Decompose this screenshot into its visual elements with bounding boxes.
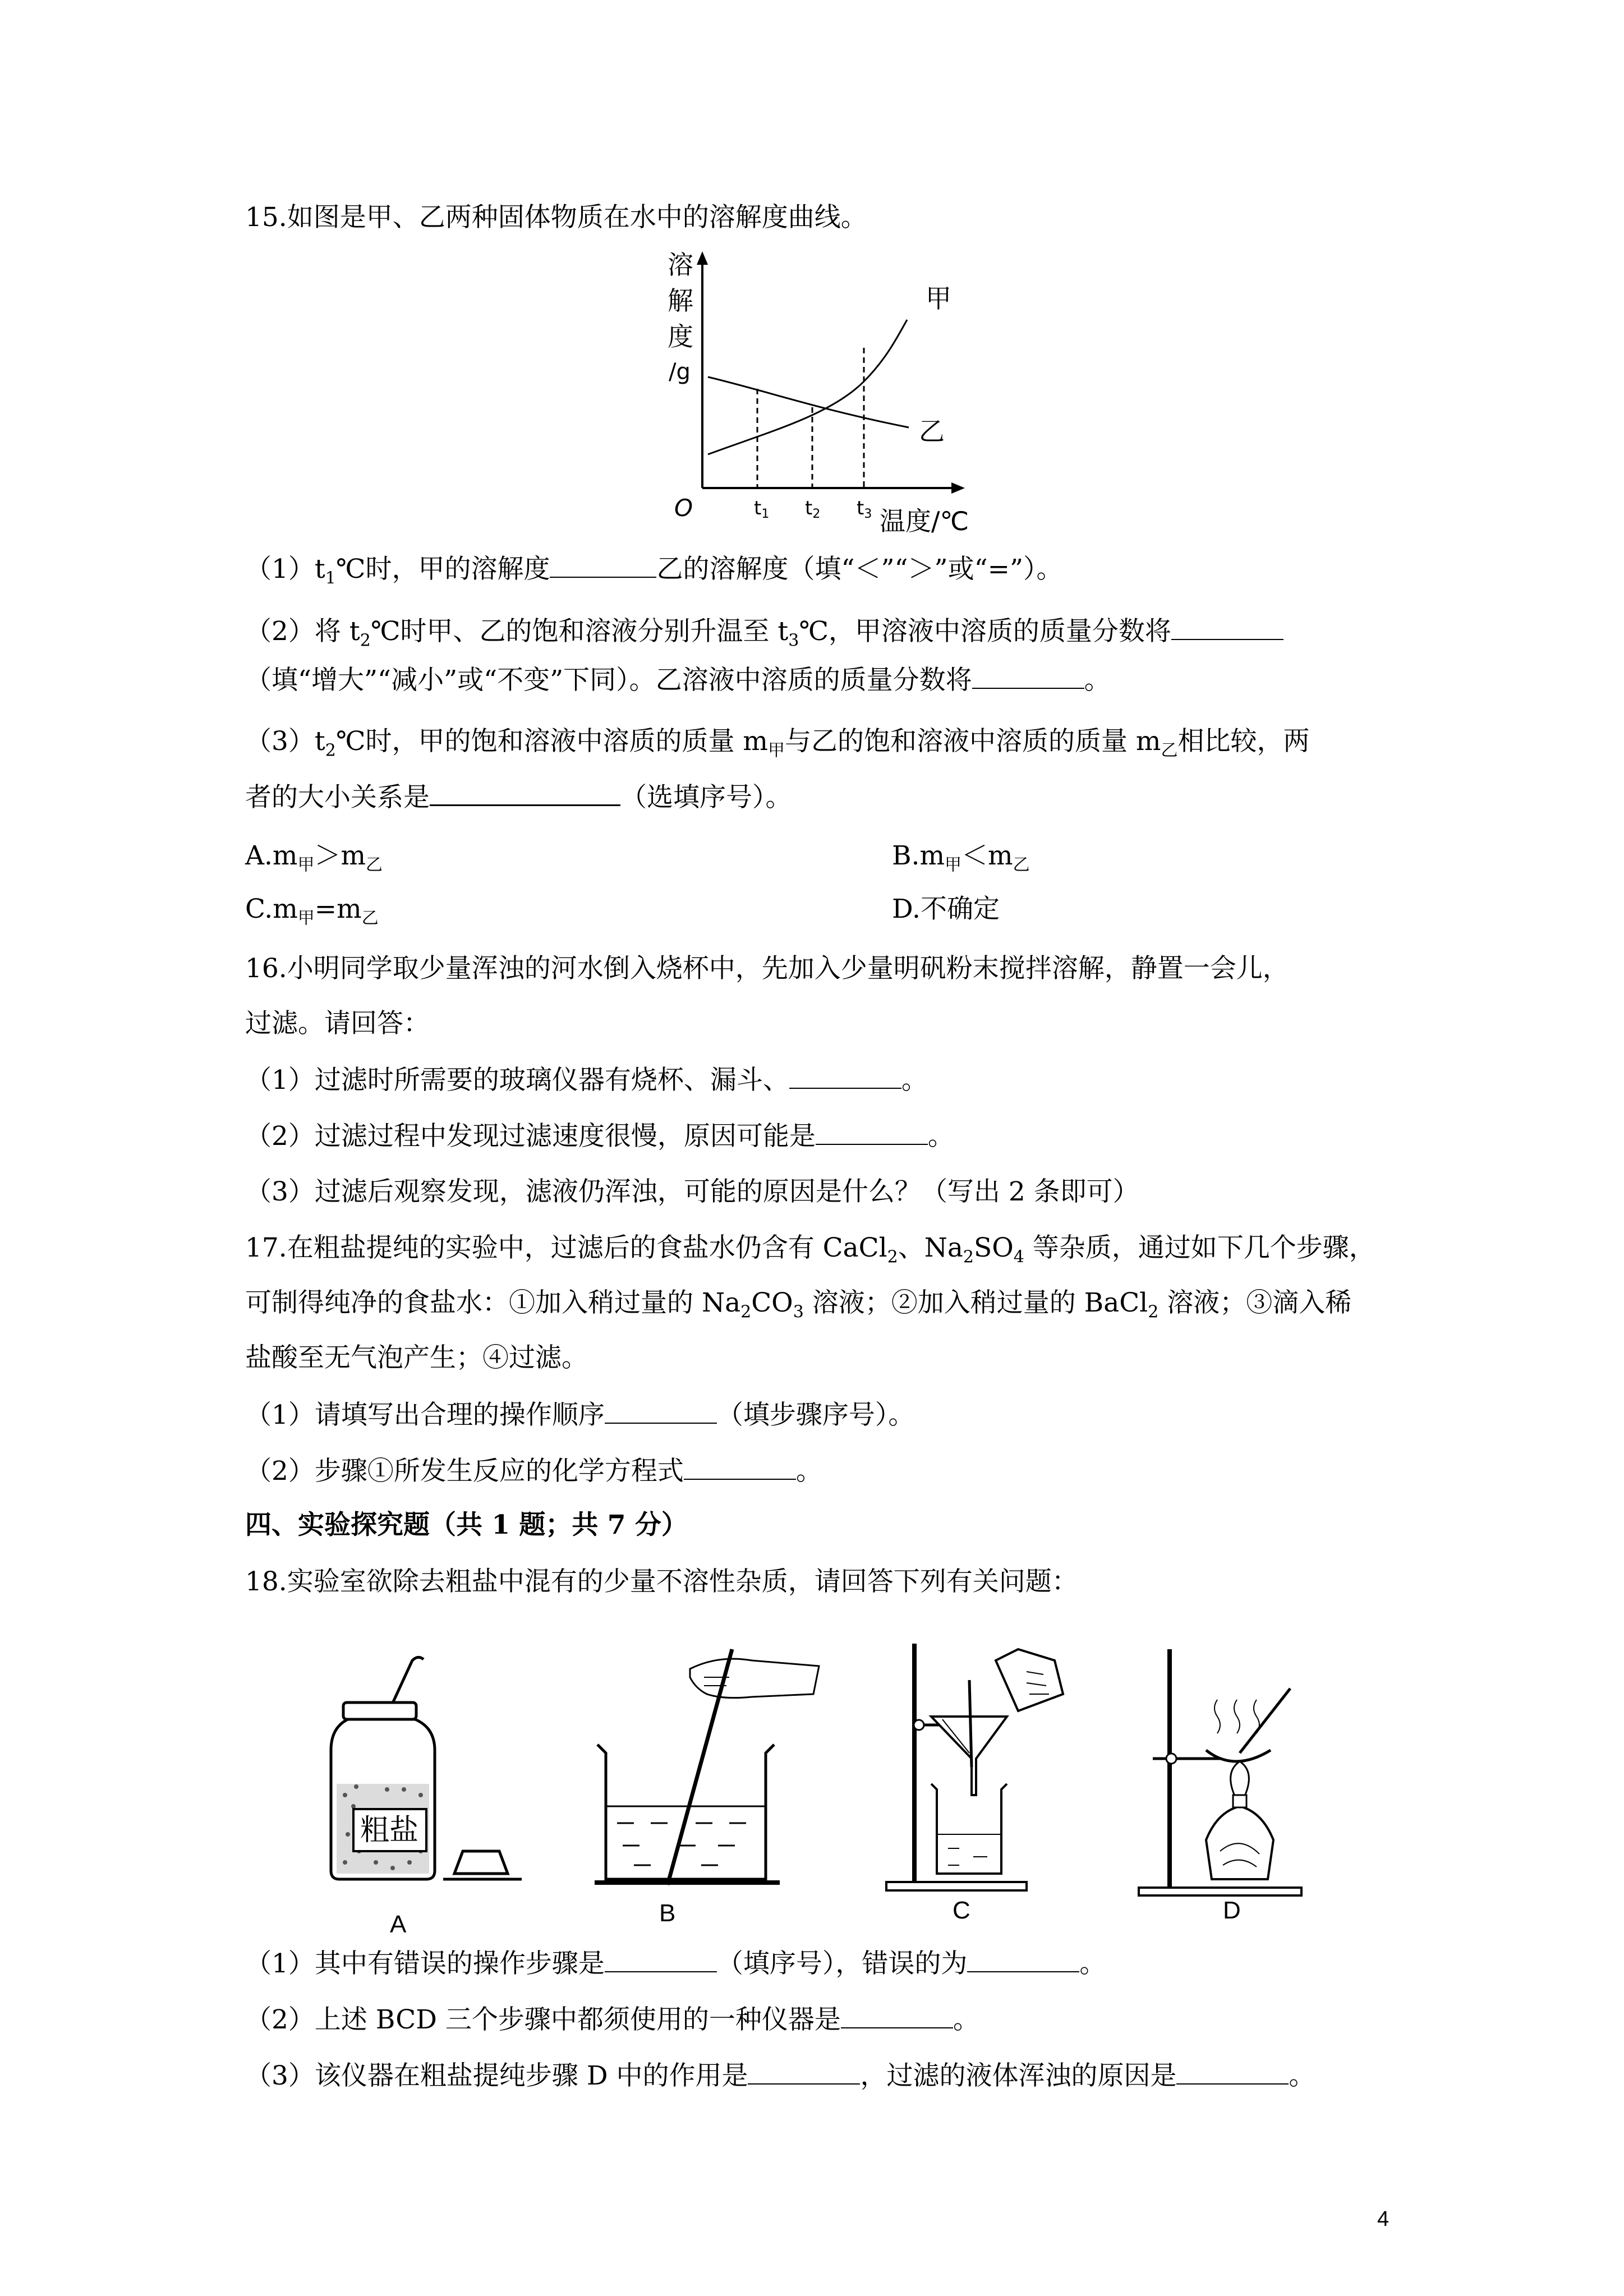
q15-part2-cont: （填“增大”“减小”或“不变”下同）。乙溶液中溶质的质量分数将 。: [245, 663, 1111, 697]
tick-t3: t3: [857, 497, 872, 521]
page-number: 4: [1377, 2207, 1390, 2231]
answer-blank[interactable]: [816, 1119, 928, 1145]
q15-part3-cont: 者的大小关系是 （选填序号）。: [245, 780, 792, 815]
answer-blank[interactable]: [1171, 614, 1283, 640]
q16-part3: （3）过滤后观察发现，滤液仍浑浊，可能的原因是什么？（写出 2 条即可）: [245, 1176, 1139, 1207]
q15-part2: （2）将 $t_2℃$时甲、乙的饱和溶液分别升温至 $t_3℃$，甲溶液中溶质的质量分数将: [245, 614, 1283, 648]
origin-label: O: [674, 494, 693, 522]
section-heading: 四、实验探究题（共 1 题；共 7 分）: [245, 1510, 688, 1540]
solubility-curve-graph: [662, 247, 999, 544]
answer-blank[interactable]: [605, 1398, 717, 1424]
answer-blank[interactable]: [605, 1947, 717, 1972]
y-axis-unit: /g: [669, 359, 691, 385]
answer-blank[interactable]: [1176, 2059, 1289, 2085]
x-axis-label: 温度/℃: [880, 506, 969, 536]
answer-blank[interactable]: [967, 1947, 1079, 1972]
answer-blank[interactable]: [789, 1063, 901, 1089]
y-axis-label-3: 度: [668, 321, 693, 352]
q15-title: 15.如图是甲、乙两种固体物质在水中的溶解度曲线。: [245, 202, 867, 233]
figure-label-c: C: [953, 1897, 970, 1924]
figure-label-d: D: [1223, 1897, 1241, 1924]
jar-label: 粗盐: [360, 1814, 419, 1847]
figure-a-reagent-jar: [314, 1655, 539, 1941]
tick-t1: t1: [754, 497, 770, 521]
curve-yi: [708, 377, 909, 427]
q17-line3: 盐酸至无气泡产生；④过滤。: [245, 1342, 588, 1373]
option-b[interactable]: $B.m_甲<m_乙$: [892, 840, 1030, 875]
q17-part2: （2）步骤①所发生反应的化学方程式 。: [245, 1454, 822, 1488]
curve-label-yi: 乙: [919, 416, 945, 447]
tick-t2: t2: [805, 497, 821, 521]
q15-part3: $(3)t_2℃$时，甲的饱和溶液中溶质的质量 $m_甲$与乙的饱和溶液中溶质的质量 $m_乙$相比较，两: [245, 726, 1310, 761]
figure-label-a: A: [390, 1911, 407, 1938]
figure-label-b: B: [659, 1899, 676, 1927]
q17-line1: 17.在粗盐提纯的实验中，过滤后的食盐水仍含有 CaCl$_2$、$Na_2SO_4$ 等杂质，通过如下几个步骤，: [245, 1232, 1375, 1267]
figure-c-filtration: [875, 1627, 1099, 1941]
q17-part1: （1）请填写出合理的操作顺序 （填步骤序号）。: [245, 1398, 914, 1432]
q16-part1: （1）过滤时所需要的玻璃仪器有烧杯、漏斗、 。: [245, 1063, 928, 1097]
y-axis-arrow: [697, 251, 708, 265]
x-axis-arrow: [951, 482, 965, 494]
answer-blank[interactable]: [550, 552, 656, 578]
answer-blank[interactable]: [972, 663, 1084, 689]
curve-jia: [708, 320, 907, 454]
answer-blank[interactable]: [841, 2003, 953, 2028]
q18-part3: （3）该仪器在粗盐提纯步骤 D 中的作用是 ，过滤的液体浑浊的原因是 。: [245, 2059, 1315, 2093]
q15-part1: $(1)t_1℃$时，甲的溶解度 乙的溶解度（填“＜”“＞”或“=”）。: [245, 552, 1063, 586]
curve-label-jia: 甲: [926, 283, 951, 314]
figure-d-evaporation: [1128, 1632, 1363, 1935]
q18-title: 18.实验室欲除去粗盐中混有的少量不溶性杂质，请回答下列有关问题：: [245, 1566, 1078, 1597]
option-c[interactable]: $C.m_甲=m_乙$: [245, 894, 379, 928]
q18-part1: （1）其中有错误的操作步骤是 （填序号），错误的为 。: [245, 1947, 1106, 1981]
answer-blank[interactable]: [684, 1454, 796, 1480]
option-a[interactable]: $A.m_甲>m_乙$: [245, 840, 383, 875]
q16-title: 16.小明同学取少量浑浊的河水倒入烧杯中，先加入少量明矾粉末搅拌溶解，静置一会儿，: [245, 953, 1289, 984]
q18-part2: （2）上述 BCD 三个步骤中都须使用的一种仪器是 。: [245, 2003, 979, 2037]
y-axis-label-2: 解: [668, 286, 693, 316]
q17-line2: 可制得纯净的食盐水：①加入稍过量的 $Na_2CO_3$ 溶液；②加入稍过量的 BaCl$_2$ 溶液；③滴入稀: [245, 1287, 1352, 1322]
q16-part2: （2）过滤过程中发现过滤速度很慢，原因可能是 。: [245, 1119, 954, 1153]
answer-blank[interactable]: [430, 780, 620, 806]
answer-blank[interactable]: [748, 2059, 860, 2085]
option-d[interactable]: D.不确定: [892, 894, 1000, 924]
figure-b-stirring: [583, 1644, 841, 1941]
q16-title-cont: 过滤。请回答：: [245, 1008, 430, 1039]
y-axis-label-1: 溶: [668, 250, 693, 280]
